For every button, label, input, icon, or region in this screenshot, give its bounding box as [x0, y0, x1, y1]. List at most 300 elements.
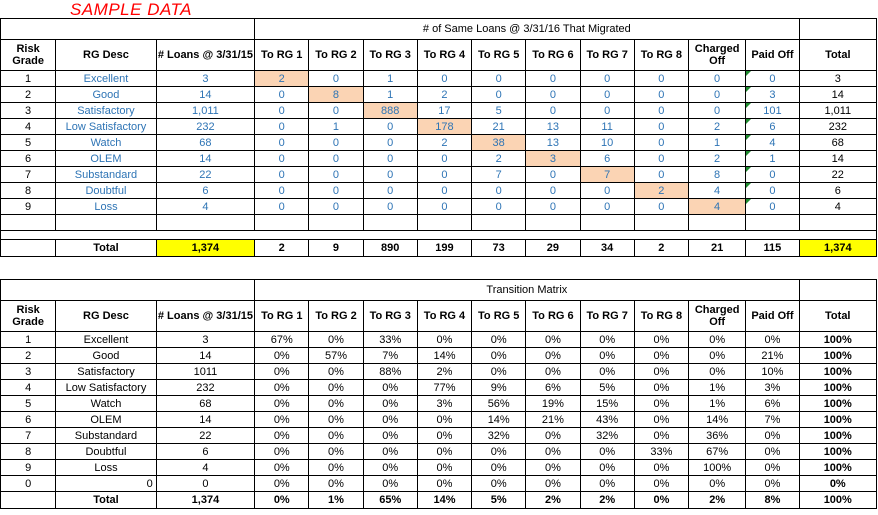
- col-header-total: Total: [799, 301, 876, 332]
- row-total-cell: 0%: [799, 476, 876, 492]
- migration-cell: 0: [526, 167, 580, 183]
- loan-count-cell: 0: [156, 476, 254, 492]
- migration-table: [0, 18, 877, 257]
- table-row: [1, 444, 877, 460]
- migration-cell: 1: [746, 151, 799, 167]
- column-total-cell: 1%: [309, 492, 363, 509]
- transition-cell: 0%: [417, 444, 471, 460]
- transition-cell: 0%: [472, 460, 526, 476]
- transition-cell: 0%: [580, 476, 634, 492]
- loan-count-cell: 22: [156, 167, 254, 183]
- migration-cell: 0: [634, 119, 688, 135]
- column-total-cell: 2%: [580, 492, 634, 509]
- col-header-paid-off: Paid Off: [746, 40, 799, 71]
- col-header-to-rg-4: To RG 4: [417, 40, 471, 71]
- transition-cell: 0%: [580, 348, 634, 364]
- transition-cell: 6%: [746, 396, 799, 412]
- transition-blank-corner: [1, 280, 255, 301]
- transition-cell: 33%: [634, 444, 688, 460]
- blank-cell: [472, 215, 526, 231]
- transition-cell: 19%: [526, 396, 580, 412]
- transition-cell: 0%: [580, 332, 634, 348]
- transition-cell: 0%: [689, 332, 746, 348]
- transition-cell: 0%: [526, 348, 580, 364]
- table-row: [1, 167, 877, 183]
- row-total-cell: 100%: [799, 412, 876, 428]
- transition-cell: 0%: [255, 428, 309, 444]
- migration-cell: 0: [580, 199, 634, 215]
- transition-blank-right: [799, 280, 876, 301]
- migration-cell: 0: [526, 183, 580, 199]
- migration-cell: 6: [580, 151, 634, 167]
- blank-cell: [634, 215, 688, 231]
- column-total-cell: 2: [255, 240, 309, 257]
- risk-grade-cell: 2: [1, 348, 56, 364]
- migration-cell: 1: [363, 87, 417, 103]
- risk-grade-cell: 8: [1, 183, 56, 199]
- transition-cell: 1%: [689, 396, 746, 412]
- column-total-cell: 2%: [689, 492, 746, 509]
- column-total-cell: 34: [580, 240, 634, 257]
- table-row: [1, 460, 877, 476]
- migration-cell: 0: [255, 135, 309, 151]
- loan-count-cell: 14: [156, 412, 254, 428]
- col-header-to-rg-8: To RG 8: [634, 301, 688, 332]
- migration-cell: 0: [472, 199, 526, 215]
- transition-cell: 1%: [689, 380, 746, 396]
- migration-cell: 0: [309, 103, 363, 119]
- migration-cell: 0: [634, 71, 688, 87]
- blank-cell: [309, 215, 363, 231]
- transition-cell: 0%: [255, 396, 309, 412]
- table-row: [1, 71, 877, 87]
- transition-cell: 0%: [309, 364, 363, 380]
- transition-cell: 0%: [634, 428, 688, 444]
- table-row: [1, 103, 877, 119]
- migration-cell: 0: [363, 199, 417, 215]
- transition-cell: 88%: [363, 364, 417, 380]
- column-total-cell: 29: [526, 240, 580, 257]
- transition-cell: 32%: [472, 428, 526, 444]
- migration-cell: 7: [472, 167, 526, 183]
- row-total-cell: 14: [799, 87, 876, 103]
- migration-cell: 3: [526, 151, 580, 167]
- blank-cell: [363, 215, 417, 231]
- transition-title: Transition Matrix: [255, 280, 799, 301]
- transition-cell: 0%: [580, 460, 634, 476]
- column-total-cell: 115: [746, 240, 799, 257]
- transition-cell: 0%: [309, 396, 363, 412]
- transition-cell: 0%: [472, 332, 526, 348]
- transition-cell: 0%: [255, 380, 309, 396]
- blank-cell: [526, 215, 580, 231]
- row-total-cell: 3: [799, 71, 876, 87]
- migration-cell: 38: [472, 135, 526, 151]
- table-row: [1, 135, 877, 151]
- transition-cell: 67%: [255, 332, 309, 348]
- transition-cell: 0%: [634, 380, 688, 396]
- migration-cell: 0: [417, 199, 471, 215]
- transition-cell: 0%: [526, 460, 580, 476]
- transition-cell: 0%: [417, 460, 471, 476]
- loan-count-cell: 14: [156, 151, 254, 167]
- blank-cell: [688, 215, 745, 231]
- blank-cell: [417, 215, 471, 231]
- migration-cell: 0: [634, 199, 688, 215]
- table-row: [1, 199, 877, 215]
- col-header-risk-grade: Risk Grade: [1, 301, 56, 332]
- col-header-to-rg-1: To RG 1: [255, 40, 309, 71]
- blank-cell: [1, 492, 56, 509]
- migration-cell: 0: [417, 151, 471, 167]
- blank-cell: [580, 215, 634, 231]
- row-total-cell: 6: [799, 183, 876, 199]
- col-header-to-rg-6: To RG 6: [526, 301, 580, 332]
- migration-cell: 2: [472, 151, 526, 167]
- transition-cell: 0%: [255, 412, 309, 428]
- migration-cell: 0: [255, 119, 309, 135]
- migration-cell: 0: [688, 71, 745, 87]
- migration-cell: 0: [580, 87, 634, 103]
- migration-cell: 0: [526, 103, 580, 119]
- migration-cell: 0: [309, 183, 363, 199]
- migration-blank-corner: [1, 19, 255, 40]
- migration-cell: 0: [634, 135, 688, 151]
- column-total-cell: 21: [688, 240, 745, 257]
- migration-cell: 0: [746, 199, 799, 215]
- transition-cell: 15%: [580, 396, 634, 412]
- sample-data-title: SAMPLE DATA: [70, 0, 193, 19]
- total-row: [1, 492, 877, 509]
- table-row: [1, 348, 877, 364]
- loan-count-cell: 1011: [156, 364, 254, 380]
- migration-cell: 5: [472, 103, 526, 119]
- transition-cell: 0%: [580, 364, 634, 380]
- table-row: [1, 183, 877, 199]
- migration-cell: 0: [526, 199, 580, 215]
- rg-desc-cell: Substandard: [56, 167, 156, 183]
- row-total-cell: 100%: [799, 460, 876, 476]
- row-total-cell: 100%: [799, 444, 876, 460]
- transition-cell: 0%: [526, 364, 580, 380]
- transition-cell: 0%: [634, 332, 688, 348]
- col-header-to-rg-7: To RG 7: [580, 301, 634, 332]
- transition-cell: 21%: [746, 348, 799, 364]
- risk-grade-cell: 9: [1, 460, 56, 476]
- col-header-to-rg-2: To RG 2: [309, 40, 363, 71]
- risk-grade-cell: 1: [1, 71, 56, 87]
- col-header-paid-off: Paid Off: [746, 301, 799, 332]
- transition-cell: 0%: [417, 412, 471, 428]
- transition-cell: 0%: [746, 332, 799, 348]
- col-header-charged-off: Charged Off: [689, 301, 746, 332]
- transition-cell: 33%: [363, 332, 417, 348]
- migration-blank-right: [799, 19, 876, 40]
- transition-cell: 77%: [417, 380, 471, 396]
- table-row: [1, 151, 877, 167]
- rg-desc-cell: Substandard: [56, 428, 156, 444]
- grand-total-cell: 100%: [799, 492, 876, 509]
- rg-desc-cell: Doubtful: [56, 183, 156, 199]
- loan-count-cell: 22: [156, 428, 254, 444]
- column-total-cell: 2%: [526, 492, 580, 509]
- col-header-total: Total: [799, 40, 876, 71]
- rg-desc-cell: Doubtful: [56, 444, 156, 460]
- migration-cell: 4: [688, 199, 745, 215]
- transition-cell: 0%: [526, 476, 580, 492]
- transition-cell: 0%: [417, 428, 471, 444]
- col-header-charged-off: Charged Off: [688, 40, 745, 71]
- migration-cell: 0: [472, 71, 526, 87]
- migration-cell: 2: [688, 119, 745, 135]
- loan-count-cell: 1,011: [156, 103, 254, 119]
- column-total-cell: 0%: [634, 492, 688, 509]
- risk-grade-cell: 7: [1, 167, 56, 183]
- loan-count-cell: 3: [156, 332, 254, 348]
- loan-count-cell: 14: [156, 87, 254, 103]
- transition-cell: 0%: [634, 364, 688, 380]
- row-total-cell: 100%: [799, 428, 876, 444]
- row-total-cell: 100%: [799, 396, 876, 412]
- migration-cell: 4: [746, 135, 799, 151]
- migration-cell: 7: [580, 167, 634, 183]
- total-loans-cell: 1,374: [156, 492, 254, 509]
- transition-cell: 0%: [417, 476, 471, 492]
- migration-cell: 0: [526, 87, 580, 103]
- row-total-cell: 4: [799, 199, 876, 215]
- transition-cell: 0%: [472, 364, 526, 380]
- risk-grade-cell: 0: [1, 476, 56, 492]
- transition-cell: 10%: [746, 364, 799, 380]
- migration-cell: 0: [255, 167, 309, 183]
- risk-grade-cell: 4: [1, 380, 56, 396]
- transition-cell: 0%: [363, 380, 417, 396]
- migration-cell: 0: [417, 71, 471, 87]
- transition-cell: 0%: [634, 412, 688, 428]
- transition-cell: 0%: [746, 476, 799, 492]
- migration-cell: 0: [255, 103, 309, 119]
- transition-cell: 7%: [363, 348, 417, 364]
- migration-cell: 0: [746, 71, 799, 87]
- migration-cell: 0: [746, 167, 799, 183]
- transition-cell: 32%: [580, 428, 634, 444]
- rg-desc-cell: 0: [56, 476, 156, 492]
- transition-cell: 0%: [255, 476, 309, 492]
- col-header-to-rg-5: To RG 5: [472, 40, 526, 71]
- migration-cell: 0: [580, 183, 634, 199]
- gap-cell: [1, 231, 877, 240]
- risk-grade-cell: 5: [1, 135, 56, 151]
- blank-cell: [799, 215, 876, 231]
- column-total-cell: 5%: [472, 492, 526, 509]
- migration-cell: 101: [746, 103, 799, 119]
- column-total-cell: 14%: [417, 492, 471, 509]
- blank-cell: [1, 215, 56, 231]
- table-row: [1, 428, 877, 444]
- col-header-to-rg-2: To RG 2: [309, 301, 363, 332]
- transition-cell: 14%: [689, 412, 746, 428]
- risk-grade-cell: 4: [1, 119, 56, 135]
- transition-cell: 0%: [363, 476, 417, 492]
- transition-cell: 0%: [309, 332, 363, 348]
- transition-cell: 0%: [363, 444, 417, 460]
- migration-cell: 3: [746, 87, 799, 103]
- transition-cell: 0%: [746, 460, 799, 476]
- rg-desc-cell: Excellent: [56, 332, 156, 348]
- transition-cell: 0%: [309, 460, 363, 476]
- transition-cell: 0%: [309, 428, 363, 444]
- migration-cell: 1: [688, 135, 745, 151]
- table-row: [1, 87, 877, 103]
- col-header-to-rg-1: To RG 1: [255, 301, 309, 332]
- migration-cell: 13: [526, 135, 580, 151]
- transition-cell: 0%: [634, 396, 688, 412]
- table-row: [1, 119, 877, 135]
- transition-cell: 100%: [689, 460, 746, 476]
- transition-cell: 6%: [526, 380, 580, 396]
- risk-grade-cell: 6: [1, 151, 56, 167]
- migration-cell: 888: [363, 103, 417, 119]
- migration-cell: 0: [309, 151, 363, 167]
- transition-cell: 14%: [472, 412, 526, 428]
- rg-desc-cell: Satisfactory: [56, 103, 156, 119]
- migration-cell: 0: [472, 183, 526, 199]
- column-total-cell: 890: [363, 240, 417, 257]
- migration-cell: 8: [309, 87, 363, 103]
- column-total-cell: 199: [417, 240, 471, 257]
- transition-cell: 14%: [417, 348, 471, 364]
- column-total-cell: 73: [472, 240, 526, 257]
- table-row: [1, 412, 877, 428]
- transition-cell: 0%: [689, 348, 746, 364]
- row-total-cell: 100%: [799, 348, 876, 364]
- transition-cell: 0%: [255, 444, 309, 460]
- migration-cell: 0: [255, 183, 309, 199]
- grand-total-cell: 1,374: [799, 240, 876, 257]
- rg-desc-cell: Watch: [56, 135, 156, 151]
- transition-cell: 3%: [417, 396, 471, 412]
- migration-title: # of Same Loans @ 3/31/16 That Migrated: [255, 19, 799, 40]
- migration-cell: 0: [688, 87, 745, 103]
- transition-cell: 0%: [309, 444, 363, 460]
- loan-count-cell: 232: [156, 380, 254, 396]
- transition-cell: 0%: [634, 476, 688, 492]
- migration-cell: 178: [417, 119, 471, 135]
- transition-cell: 0%: [363, 396, 417, 412]
- col-header-to-rg-5: To RG 5: [472, 301, 526, 332]
- total-label: Total: [56, 492, 156, 509]
- blank-cell: [255, 215, 309, 231]
- column-total-cell: 65%: [363, 492, 417, 509]
- loan-count-cell: 68: [156, 396, 254, 412]
- rg-desc-cell: OLEM: [56, 151, 156, 167]
- row-total-cell: 1,011: [799, 103, 876, 119]
- transition-cell: 0%: [526, 444, 580, 460]
- blank-cell: [56, 215, 156, 231]
- migration-cell: 0: [417, 167, 471, 183]
- risk-grade-cell: 8: [1, 444, 56, 460]
- row-total-cell: 100%: [799, 380, 876, 396]
- migration-cell: 2: [634, 183, 688, 199]
- migration-cell: 6: [746, 119, 799, 135]
- migration-cell: 0: [688, 103, 745, 119]
- transition-cell: 0%: [746, 428, 799, 444]
- row-total-cell: 232: [799, 119, 876, 135]
- migration-cell: 10: [580, 135, 634, 151]
- rg-desc-cell: Low Satisfactory: [56, 119, 156, 135]
- row-total-cell: 100%: [799, 364, 876, 380]
- rg-desc-cell: Satisfactory: [56, 364, 156, 380]
- migration-cell: 0: [255, 199, 309, 215]
- migration-cell: 0: [634, 167, 688, 183]
- loan-count-cell: 14: [156, 348, 254, 364]
- blank-cell: [1, 240, 56, 257]
- risk-grade-cell: 2: [1, 87, 56, 103]
- transition-cell: 7%: [746, 412, 799, 428]
- loan-count-cell: 68: [156, 135, 254, 151]
- transition-cell: 56%: [472, 396, 526, 412]
- column-total-cell: 8%: [746, 492, 799, 509]
- loan-count-cell: 6: [156, 183, 254, 199]
- migration-cell: 0: [746, 183, 799, 199]
- risk-grade-cell: 3: [1, 364, 56, 380]
- table-row: [1, 364, 877, 380]
- col-header-risk-grade: Risk Grade: [1, 40, 56, 71]
- transition-cell: 9%: [472, 380, 526, 396]
- column-total-cell: 2: [634, 240, 688, 257]
- transition-cell: 0%: [309, 380, 363, 396]
- rg-desc-cell: OLEM: [56, 412, 156, 428]
- migration-cell: 0: [309, 167, 363, 183]
- col-header-to-rg-6: To RG 6: [526, 40, 580, 71]
- row-total-cell: 14: [799, 151, 876, 167]
- migration-cell: 0: [255, 87, 309, 103]
- total-label: Total: [56, 240, 156, 257]
- table-row: [1, 476, 877, 492]
- transition-cell: 67%: [689, 444, 746, 460]
- migration-cell: 2: [688, 151, 745, 167]
- transition-cell: 0%: [580, 444, 634, 460]
- transition-cell: 0%: [309, 476, 363, 492]
- risk-grade-cell: 5: [1, 396, 56, 412]
- transition-cell: 0%: [417, 332, 471, 348]
- migration-cell: 0: [634, 151, 688, 167]
- loan-count-cell: 232: [156, 119, 254, 135]
- risk-grade-cell: 3: [1, 103, 56, 119]
- rg-desc-cell: Excellent: [56, 71, 156, 87]
- transition-cell: 0%: [634, 460, 688, 476]
- migration-cell: 0: [580, 103, 634, 119]
- col-header-to-rg-3: To RG 3: [363, 40, 417, 71]
- migration-cell: 0: [634, 103, 688, 119]
- risk-grade-cell: 6: [1, 412, 56, 428]
- transition-cell: 0%: [634, 348, 688, 364]
- transition-cell: 0%: [255, 460, 309, 476]
- rg-desc-cell: Low Satisfactory: [56, 380, 156, 396]
- column-total-cell: 0%: [255, 492, 309, 509]
- transition-cell: 0%: [255, 364, 309, 380]
- table-row: [1, 380, 877, 396]
- migration-cell: 21: [472, 119, 526, 135]
- migration-cell: 0: [255, 151, 309, 167]
- transition-cell: 0%: [689, 364, 746, 380]
- transition-matrix-table: [0, 279, 877, 509]
- migration-cell: 4: [688, 183, 745, 199]
- table-row: [1, 332, 877, 348]
- loan-count-cell: 3: [156, 71, 254, 87]
- migration-cell: 0: [309, 135, 363, 151]
- migration-cell: 0: [309, 71, 363, 87]
